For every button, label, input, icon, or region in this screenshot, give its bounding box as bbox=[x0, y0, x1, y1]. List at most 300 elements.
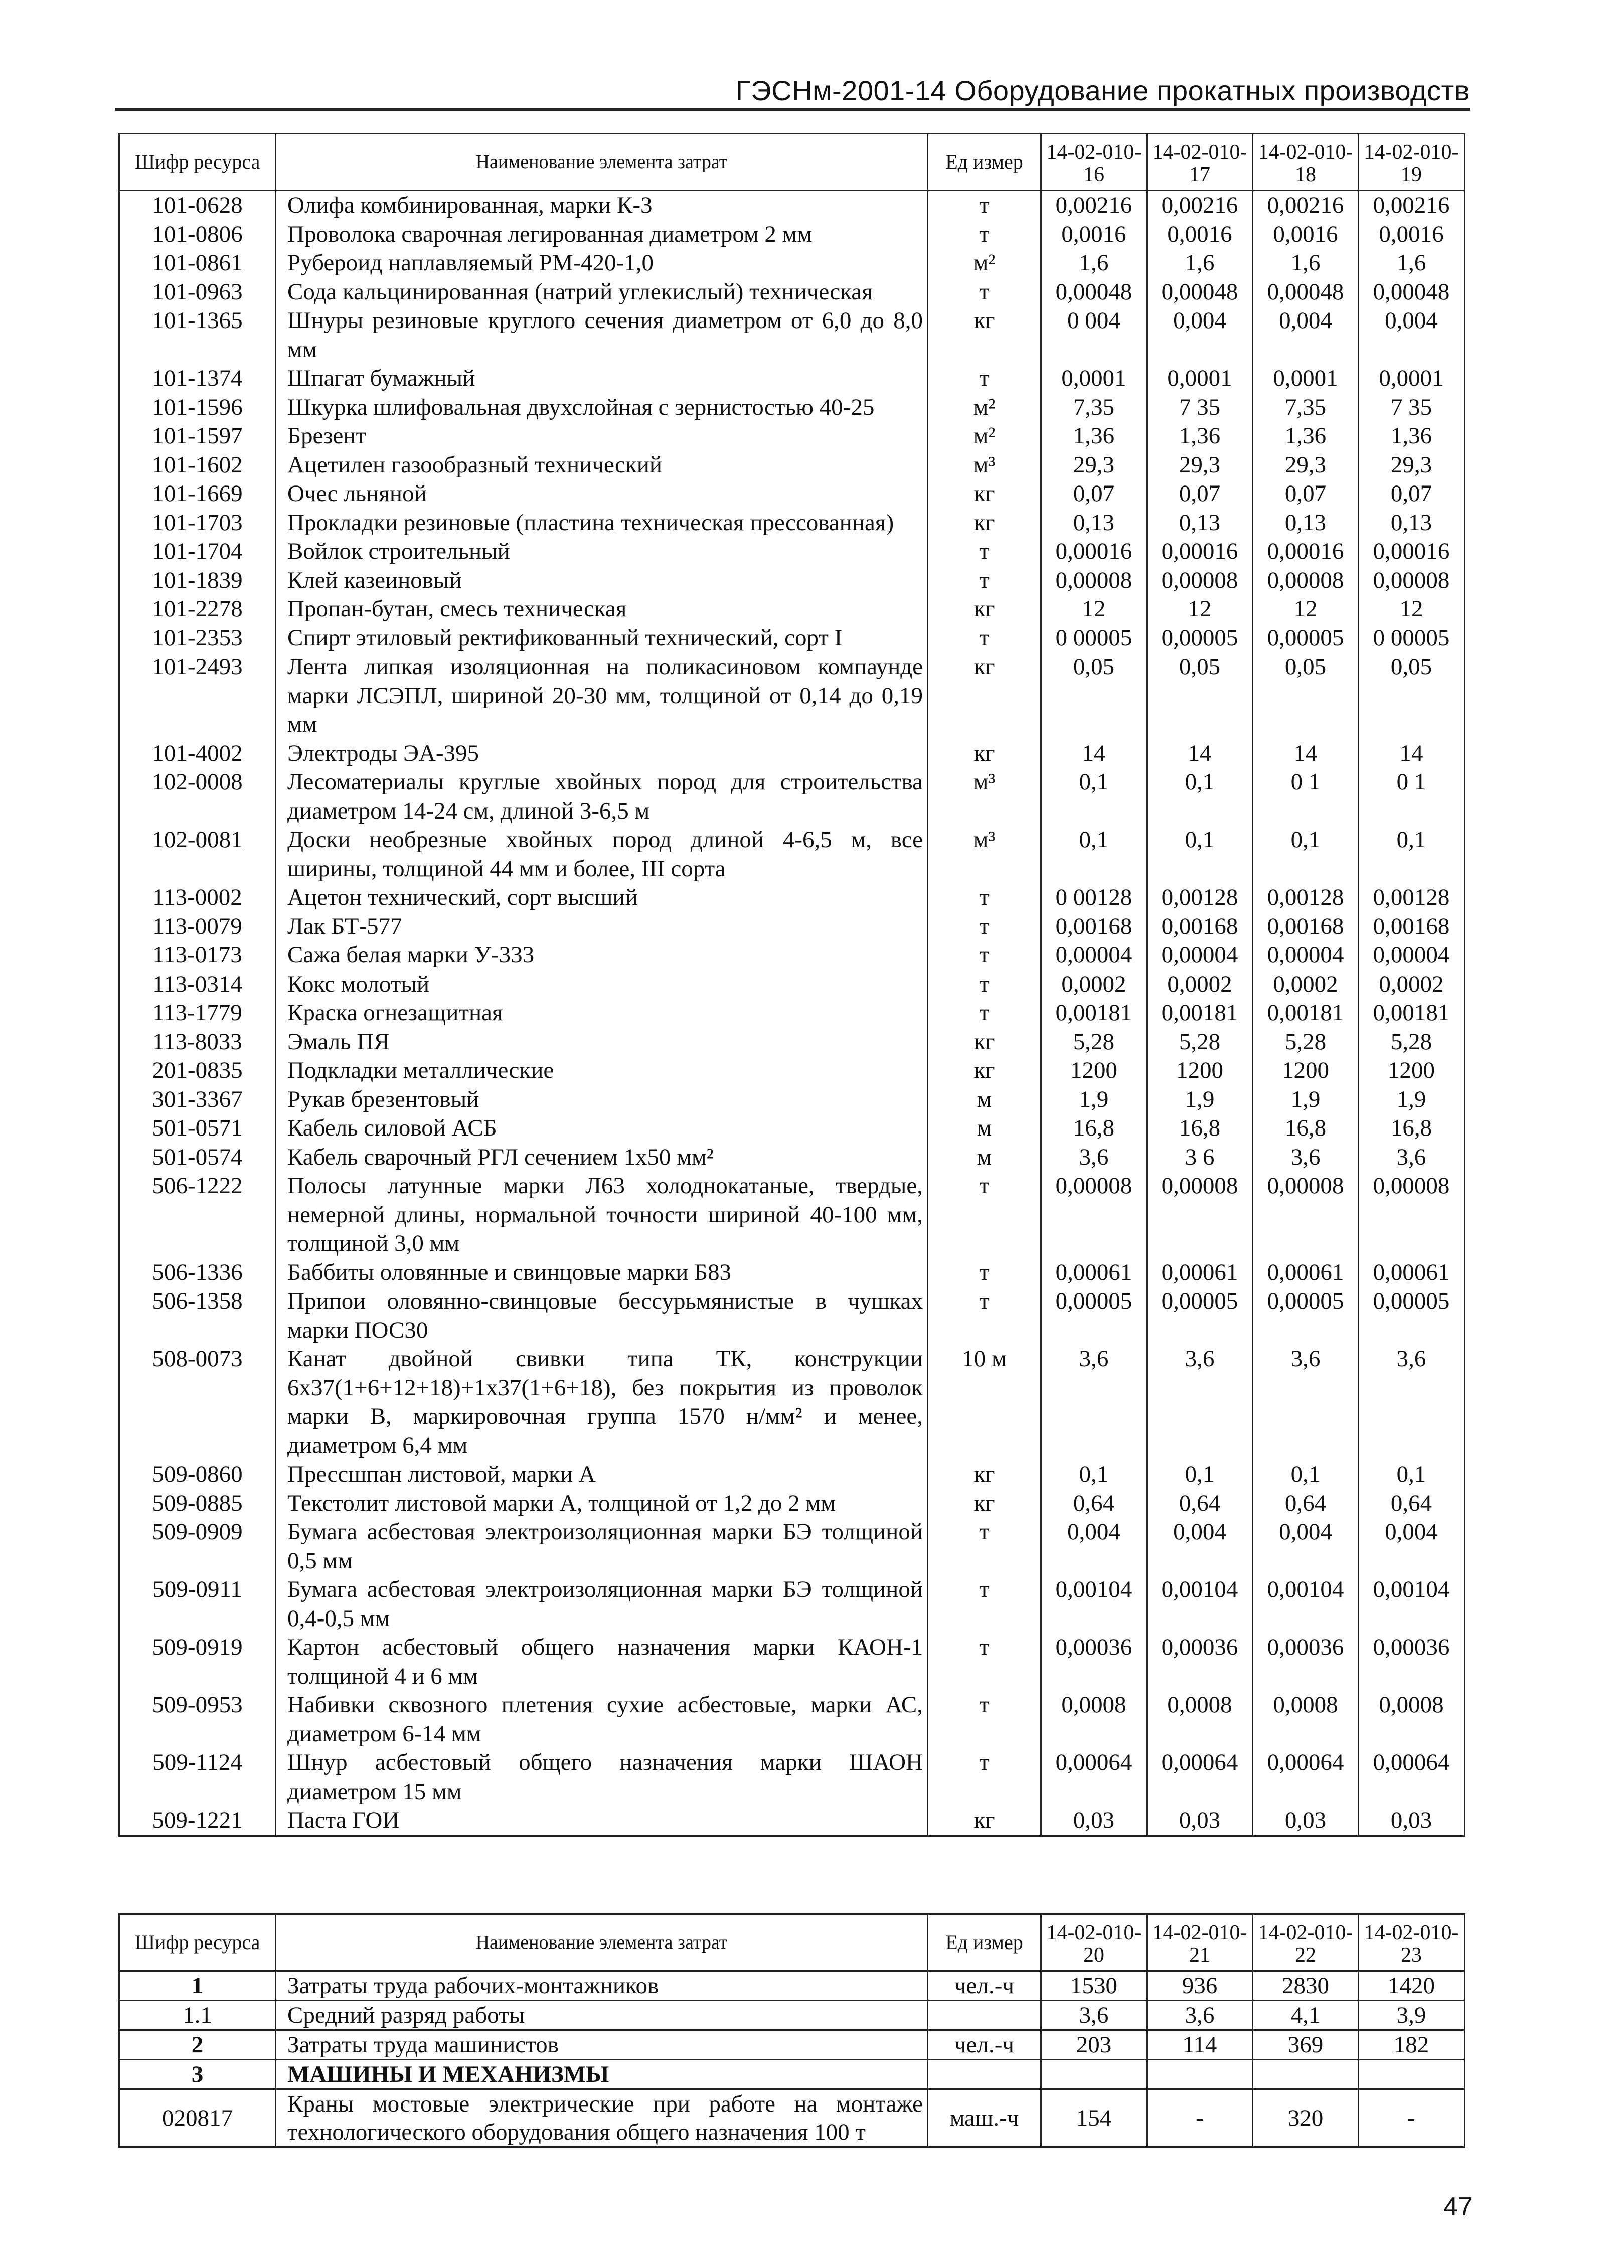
cell-value-2: 0,0008 bbox=[1147, 1691, 1253, 1748]
cell-value-1: 0,004 bbox=[1041, 1518, 1147, 1575]
cell-value-2 bbox=[1147, 2060, 1253, 2089]
cell-name: Шпагат бумажный bbox=[276, 364, 928, 393]
cell-cipher: 113-1779 bbox=[119, 999, 276, 1028]
table-row bbox=[119, 1633, 1465, 1691]
cell-value-4: 0,00036 bbox=[1359, 1633, 1465, 1691]
cell-value-4: 0,00005 bbox=[1359, 1287, 1465, 1345]
cell-cipher: 101-0861 bbox=[119, 249, 276, 278]
cell-value-1: 0,00008 bbox=[1041, 1172, 1147, 1258]
table-row bbox=[119, 595, 1465, 624]
column-header-code-2: 14-02-010-21 bbox=[1147, 1914, 1253, 1971]
cell-unit: кг bbox=[928, 306, 1041, 364]
cell-unit: кг bbox=[928, 1056, 1041, 1085]
cell-value-3: 0,004 bbox=[1253, 1518, 1359, 1575]
cell-name: Текстолит листовой марки А, толщиной от 1,2 до 2 мм bbox=[276, 1489, 928, 1518]
table-row bbox=[119, 1028, 1465, 1057]
cell-name: Кабель сварочный РГЛ сечением 1х50 мм² bbox=[276, 1143, 928, 1172]
table-row bbox=[119, 1460, 1465, 1489]
table-row bbox=[119, 1518, 1465, 1575]
cell-cipher: 101-0806 bbox=[119, 220, 276, 249]
table-row bbox=[119, 306, 1465, 364]
column-header-name: Наименование элемента затрат bbox=[276, 1914, 928, 1971]
cell-unit: чел.-ч bbox=[928, 2030, 1041, 2060]
cell-name: Клей казеиновый bbox=[276, 566, 928, 595]
table-row bbox=[119, 1345, 1465, 1460]
table-row bbox=[119, 1056, 1465, 1085]
cell-value-4: 3,9 bbox=[1359, 2001, 1465, 2030]
cell-unit: т bbox=[928, 1258, 1041, 1287]
materials-table bbox=[118, 133, 1465, 1837]
cell-name: МАШИНЫ И МЕХАНИЗМЫ bbox=[276, 2060, 928, 2089]
table-row bbox=[119, 970, 1465, 999]
cell-cipher: 506-1222 bbox=[119, 1172, 276, 1258]
cell-name: Паста ГОИ bbox=[276, 1806, 928, 1836]
table-row bbox=[119, 2030, 1465, 2060]
table-row bbox=[119, 2060, 1465, 2089]
cell-value-2: 7 35 bbox=[1147, 393, 1253, 422]
cell-value-2: 0,64 bbox=[1147, 1489, 1253, 1518]
cell-name: Электроды ЭА-395 bbox=[276, 739, 928, 768]
cell-value-1: 0,00181 bbox=[1041, 999, 1147, 1028]
cell-value-1: 0,0002 bbox=[1041, 970, 1147, 999]
cell-value-1: 0,00104 bbox=[1041, 1575, 1147, 1633]
cell-value-4: 29,3 bbox=[1359, 451, 1465, 480]
column-header-cipher: Шифр ресурса bbox=[119, 134, 276, 191]
cell-value-3: 0,00104 bbox=[1253, 1575, 1359, 1633]
cell-value-2: 0,00181 bbox=[1147, 999, 1253, 1028]
cell-value-1: 0,00061 bbox=[1041, 1258, 1147, 1287]
cell-name: Канат двойной свивки типа ТК, конструкции 6х37(1+6+12+18)+1х37(1+6+18), без покрытия из проволок марки В, маркировочная группа 1570 н/мм² и менее, диаметром 6,4 мм bbox=[276, 1345, 928, 1460]
cell-cipher: 020817 bbox=[119, 2089, 276, 2147]
cell-value-3: 0,0002 bbox=[1253, 970, 1359, 999]
cell-cipher: 509-0953 bbox=[119, 1691, 276, 1748]
cell-name: Очес льняной bbox=[276, 479, 928, 509]
cell-value-2: 0,00008 bbox=[1147, 566, 1253, 595]
cell-value-2: 0,00016 bbox=[1147, 537, 1253, 566]
cell-value-4: 0,13 bbox=[1359, 509, 1465, 538]
cell-cipher: 2 bbox=[119, 2030, 276, 2060]
cell-name: Проволока сварочная легированная диаметром 2 мм bbox=[276, 220, 928, 249]
cell-value-1: 1,6 bbox=[1041, 249, 1147, 278]
cell-unit: м³ bbox=[928, 826, 1041, 883]
cell-value-3: 0 1 bbox=[1253, 768, 1359, 826]
cell-value-2: 5,28 bbox=[1147, 1028, 1253, 1057]
table-row bbox=[119, 1114, 1465, 1143]
column-header-code-3: 14-02-010-18 bbox=[1253, 134, 1359, 191]
cell-value-2: - bbox=[1147, 2089, 1253, 2147]
cell-cipher: 101-1596 bbox=[119, 393, 276, 422]
table-row bbox=[119, 393, 1465, 422]
cell-cipher: 113-0002 bbox=[119, 883, 276, 912]
cell-unit: т bbox=[928, 191, 1041, 220]
cell-value-4: 12 bbox=[1359, 595, 1465, 624]
cell-value-2: 1,6 bbox=[1147, 249, 1253, 278]
cell-value-4: 0,0016 bbox=[1359, 220, 1465, 249]
cell-value-2: 0,00005 bbox=[1147, 1287, 1253, 1345]
cell-name: Шнур асбестовый общего назначения марки ШАОН диаметром 15 мм bbox=[276, 1748, 928, 1806]
table-row bbox=[119, 509, 1465, 538]
table-row bbox=[119, 1172, 1465, 1258]
cell-unit: м bbox=[928, 1114, 1041, 1143]
cell-value-1: 1530 bbox=[1041, 1971, 1147, 2001]
cell-value-3: 0,64 bbox=[1253, 1489, 1359, 1518]
cell-value-2: 0,004 bbox=[1147, 1518, 1253, 1575]
cell-cipher: 101-1374 bbox=[119, 364, 276, 393]
cell-value-3: 0,00036 bbox=[1253, 1633, 1359, 1691]
column-header-unit: Ед измер bbox=[928, 134, 1041, 191]
cell-name: Рукав брезентовый bbox=[276, 1085, 928, 1114]
cell-value-2: 1,36 bbox=[1147, 422, 1253, 451]
cell-unit: т bbox=[928, 1287, 1041, 1345]
cell-value-1: 0,00036 bbox=[1041, 1633, 1147, 1691]
table-row bbox=[119, 1489, 1465, 1518]
cell-cipher: 113-0173 bbox=[119, 941, 276, 970]
cell-value-2: 0,00036 bbox=[1147, 1633, 1253, 1691]
cell-value-2: 936 bbox=[1147, 1971, 1253, 2001]
cell-unit: кг bbox=[928, 509, 1041, 538]
table-row bbox=[119, 191, 1465, 220]
cell-value-3: 0,0008 bbox=[1253, 1691, 1359, 1748]
cell-value-4: 0,00008 bbox=[1359, 1172, 1465, 1258]
cell-value-2: 1200 bbox=[1147, 1056, 1253, 1085]
cell-unit: т bbox=[928, 220, 1041, 249]
cell-name: Олифа комбинированная, марки К-3 bbox=[276, 191, 928, 220]
cell-value-3: 1,6 bbox=[1253, 249, 1359, 278]
cell-unit: т bbox=[928, 364, 1041, 393]
cell-unit: т bbox=[928, 537, 1041, 566]
cell-value-4: 0,00008 bbox=[1359, 566, 1465, 595]
cell-unit: м² bbox=[928, 249, 1041, 278]
table-row bbox=[119, 1287, 1465, 1345]
cell-name: Набивки сквозного плетения сухие асбестовые, марки АС, диаметром 6-14 мм bbox=[276, 1691, 928, 1748]
table-row bbox=[119, 826, 1465, 883]
cell-cipher: 509-0911 bbox=[119, 1575, 276, 1633]
cell-value-3: 0,00048 bbox=[1253, 278, 1359, 307]
cell-value-1: 1200 bbox=[1041, 1056, 1147, 1085]
cell-unit bbox=[928, 2001, 1041, 2030]
cell-value-3: 0,00004 bbox=[1253, 941, 1359, 970]
cell-value-2: 0,1 bbox=[1147, 1460, 1253, 1489]
cell-value-3: 0,00216 bbox=[1253, 191, 1359, 220]
cell-cipher: 101-1602 bbox=[119, 451, 276, 480]
cell-value-2: 0,00061 bbox=[1147, 1258, 1253, 1287]
cell-cipher: 101-0963 bbox=[119, 278, 276, 307]
table-row bbox=[119, 1575, 1465, 1633]
cell-value-2: 12 bbox=[1147, 595, 1253, 624]
cell-value-2: 0,00004 bbox=[1147, 941, 1253, 970]
cell-unit: т bbox=[928, 970, 1041, 999]
cell-value-1: 0,03 bbox=[1041, 1806, 1147, 1836]
cell-value-1: 0,0001 bbox=[1041, 364, 1147, 393]
column-header-unit: Ед измер bbox=[928, 1914, 1041, 1971]
cell-name: Подкладки металлические bbox=[276, 1056, 928, 1085]
cell-value-3: 5,28 bbox=[1253, 1028, 1359, 1057]
cell-name: Кокс молотый bbox=[276, 970, 928, 999]
cell-value-3: 1,9 bbox=[1253, 1085, 1359, 1114]
cell-cipher: 3 bbox=[119, 2060, 276, 2089]
cell-value-3: 12 bbox=[1253, 595, 1359, 624]
cell-value-3: 0,00128 bbox=[1253, 883, 1359, 912]
cell-name: Средний разряд работы bbox=[276, 2001, 928, 2030]
cell-value-4: 1200 bbox=[1359, 1056, 1465, 1085]
cell-value-4: 0,1 bbox=[1359, 1460, 1465, 1489]
cell-cipher: 509-0885 bbox=[119, 1489, 276, 1518]
cell-value-2: 0,05 bbox=[1147, 653, 1253, 739]
cell-value-3: 0,00181 bbox=[1253, 999, 1359, 1028]
cell-value-2: 0,00005 bbox=[1147, 624, 1253, 653]
cell-value-2: 0,03 bbox=[1147, 1806, 1253, 1836]
cell-cipher: 509-0919 bbox=[119, 1633, 276, 1691]
cell-value-1 bbox=[1041, 2060, 1147, 2089]
cell-value-4: 0,00064 bbox=[1359, 1748, 1465, 1806]
table-header-row bbox=[119, 1914, 1465, 1971]
cell-cipher: 506-1358 bbox=[119, 1287, 276, 1345]
cell-value-1: 0,00216 bbox=[1041, 191, 1147, 220]
cell-value-2: 0,00064 bbox=[1147, 1748, 1253, 1806]
cell-value-4: 1,9 bbox=[1359, 1085, 1465, 1114]
cell-value-4: 0,00048 bbox=[1359, 278, 1465, 307]
cell-value-3: 320 bbox=[1253, 2089, 1359, 2147]
cell-name: Шнуры резиновые круглого сечения диаметром от 6,0 до 8,0 мм bbox=[276, 306, 928, 364]
cell-value-1: 0,00016 bbox=[1041, 537, 1147, 566]
cell-value-1: 0,13 bbox=[1041, 509, 1147, 538]
cell-unit: чел.-ч bbox=[928, 1971, 1041, 2001]
table-row bbox=[119, 941, 1465, 970]
cell-cipher: 102-0008 bbox=[119, 768, 276, 826]
column-header-code-4: 14-02-010-19 bbox=[1359, 134, 1465, 191]
table-row bbox=[119, 2089, 1465, 2147]
cell-cipher: 101-2278 bbox=[119, 595, 276, 624]
table-row bbox=[119, 451, 1465, 480]
table-row bbox=[119, 1748, 1465, 1806]
cell-value-3: 0,00008 bbox=[1253, 566, 1359, 595]
table-row bbox=[119, 249, 1465, 278]
cell-value-4: 0,00104 bbox=[1359, 1575, 1465, 1633]
cell-cipher: 101-1669 bbox=[119, 479, 276, 509]
cell-name: Затраты труда рабочих-монтажников bbox=[276, 1971, 928, 2001]
cell-value-4: 0,64 bbox=[1359, 1489, 1465, 1518]
cell-value-1: 0,64 bbox=[1041, 1489, 1147, 1518]
table-row bbox=[119, 1691, 1465, 1748]
cell-cipher: 509-1221 bbox=[119, 1806, 276, 1836]
cell-name: Лесоматериалы круглые хвойных пород для строительства диаметром 14-24 см, длиной 3-6,5 м bbox=[276, 768, 928, 826]
cell-value-3: 0,0001 bbox=[1253, 364, 1359, 393]
cell-cipher: 113-8033 bbox=[119, 1028, 276, 1057]
cell-unit: кг bbox=[928, 1806, 1041, 1836]
cell-cipher: 301-3367 bbox=[119, 1085, 276, 1114]
cell-value-2: 0,00128 bbox=[1147, 883, 1253, 912]
cell-unit: м bbox=[928, 1085, 1041, 1114]
table-row bbox=[119, 653, 1465, 739]
cell-value-3: 0,03 bbox=[1253, 1806, 1359, 1836]
cell-value-1: 3,6 bbox=[1041, 1345, 1147, 1460]
cell-value-1: 0,00005 bbox=[1041, 1287, 1147, 1345]
cell-cipher: 201-0835 bbox=[119, 1056, 276, 1085]
cell-name: Спирт этиловый ректификованный технический, сорт I bbox=[276, 624, 928, 653]
cell-value-2: 0,1 bbox=[1147, 768, 1253, 826]
cell-value-4: 1420 bbox=[1359, 1971, 1465, 2001]
cell-value-3: 0,00064 bbox=[1253, 1748, 1359, 1806]
column-header-code-4: 14-02-010-23 bbox=[1359, 1914, 1465, 1971]
cell-name: Бумага асбестовая электроизоляционная марки БЭ толщиной 0,5 мм bbox=[276, 1518, 928, 1575]
cell-value-2: 0,00216 bbox=[1147, 191, 1253, 220]
cell-value-2: 0,004 bbox=[1147, 306, 1253, 364]
cell-unit: т bbox=[928, 1748, 1041, 1806]
cell-unit: т bbox=[928, 624, 1041, 653]
cell-name: Доски необрезные хвойных пород длиной 4-6,5 м, все ширины, толщиной 44 мм и более, III сорта bbox=[276, 826, 928, 883]
cell-value-4: 0,03 bbox=[1359, 1806, 1465, 1836]
cell-value-3: 2830 bbox=[1253, 1971, 1359, 2001]
table-row bbox=[119, 537, 1465, 566]
cell-value-1: 3,6 bbox=[1041, 2001, 1147, 2030]
table-row bbox=[119, 883, 1465, 912]
table-row bbox=[119, 624, 1465, 653]
cell-cipher: 509-0909 bbox=[119, 1518, 276, 1575]
cell-unit: кг bbox=[928, 479, 1041, 509]
column-header-name: Наименование элемента затрат bbox=[276, 134, 928, 191]
cell-unit: т bbox=[928, 883, 1041, 912]
cell-cipher: 506-1336 bbox=[119, 1258, 276, 1287]
cell-value-2: 0,1 bbox=[1147, 826, 1253, 883]
cell-value-1: 0,1 bbox=[1041, 768, 1147, 826]
cell-value-1: 0 004 bbox=[1041, 306, 1147, 364]
cell-value-3: 369 bbox=[1253, 2030, 1359, 2060]
column-header-code-3: 14-02-010-22 bbox=[1253, 1914, 1359, 1971]
cell-value-2: 114 bbox=[1147, 2030, 1253, 2060]
cell-value-3: 7,35 bbox=[1253, 393, 1359, 422]
cell-unit: кг bbox=[928, 1489, 1041, 1518]
page-number: 47 bbox=[1443, 2192, 1473, 2221]
cell-unit: кг bbox=[928, 1460, 1041, 1489]
cell-unit: т bbox=[928, 941, 1041, 970]
column-header-code-1: 14-02-010-16 bbox=[1041, 134, 1147, 191]
table-row bbox=[119, 479, 1465, 509]
cell-value-4: 7 35 bbox=[1359, 393, 1465, 422]
cell-value-2: 1,9 bbox=[1147, 1085, 1253, 1114]
cell-value-1: 203 bbox=[1041, 2030, 1147, 2060]
table-row bbox=[119, 1085, 1465, 1114]
cell-value-4: 1,6 bbox=[1359, 249, 1465, 278]
cell-value-3: 29,3 bbox=[1253, 451, 1359, 480]
cell-name: Сода кальцинированная (натрий углекислый) техническая bbox=[276, 278, 928, 307]
table-row bbox=[119, 278, 1465, 307]
cell-value-2: 0,00008 bbox=[1147, 1172, 1253, 1258]
cell-value-4: 182 bbox=[1359, 2030, 1465, 2060]
cell-value-4: 3,6 bbox=[1359, 1345, 1465, 1460]
table-row bbox=[119, 364, 1465, 393]
cell-name: Эмаль ПЯ bbox=[276, 1028, 928, 1057]
cell-value-4: 0,05 bbox=[1359, 653, 1465, 739]
cell-value-3: 0,00168 bbox=[1253, 912, 1359, 941]
cell-cipher: 113-0079 bbox=[119, 912, 276, 941]
cell-value-3: 0,00008 bbox=[1253, 1172, 1359, 1258]
cell-value-4: - bbox=[1359, 2089, 1465, 2147]
cell-value-1: 0,1 bbox=[1041, 1460, 1147, 1489]
cell-unit: т bbox=[928, 566, 1041, 595]
table-header-row bbox=[119, 134, 1465, 191]
cell-value-1: 0,00008 bbox=[1041, 566, 1147, 595]
cell-value-1: 0,05 bbox=[1041, 653, 1147, 739]
cell-value-4: 0,00061 bbox=[1359, 1258, 1465, 1287]
cell-value-4: 0,0002 bbox=[1359, 970, 1465, 999]
cell-value-3: 4,1 bbox=[1253, 2001, 1359, 2030]
cell-cipher: 101-2493 bbox=[119, 653, 276, 739]
cell-unit: кг bbox=[928, 739, 1041, 768]
cell-value-1: 29,3 bbox=[1041, 451, 1147, 480]
cell-name: Рубероид наплавляемый РМ-420-1,0 bbox=[276, 249, 928, 278]
cell-value-2: 0,0016 bbox=[1147, 220, 1253, 249]
cell-name: Лак БТ-577 bbox=[276, 912, 928, 941]
cell-value-3 bbox=[1253, 2060, 1359, 2089]
cell-value-4: 0,00216 bbox=[1359, 191, 1465, 220]
cell-value-3: 0,07 bbox=[1253, 479, 1359, 509]
cell-value-2: 0,00168 bbox=[1147, 912, 1253, 941]
cell-value-4: 1,36 bbox=[1359, 422, 1465, 451]
cell-name: Ацетон технический, сорт высший bbox=[276, 883, 928, 912]
cell-value-1: 0,0008 bbox=[1041, 1691, 1147, 1748]
cell-value-3: 0,00061 bbox=[1253, 1258, 1359, 1287]
cell-cipher: 508-0073 bbox=[119, 1345, 276, 1460]
table-row bbox=[119, 1143, 1465, 1172]
cell-value-1: 14 bbox=[1041, 739, 1147, 768]
column-header-cipher: Шифр ресурса bbox=[119, 1914, 276, 1971]
cell-cipher: 501-0574 bbox=[119, 1143, 276, 1172]
cell-unit: кг bbox=[928, 653, 1041, 739]
cell-value-3: 0,00005 bbox=[1253, 624, 1359, 653]
cell-cipher: 113-0314 bbox=[119, 970, 276, 999]
cell-unit: т bbox=[928, 1633, 1041, 1691]
cell-cipher: 509-0860 bbox=[119, 1460, 276, 1489]
cell-cipher: 1.1 bbox=[119, 2001, 276, 2030]
cell-value-4: 0,0001 bbox=[1359, 364, 1465, 393]
cell-unit: кг bbox=[928, 1028, 1041, 1057]
cell-value-2: 29,3 bbox=[1147, 451, 1253, 480]
cell-value-4: 0,0008 bbox=[1359, 1691, 1465, 1748]
labor-machines-table-body bbox=[119, 1971, 1465, 2147]
cell-value-4: 0,00004 bbox=[1359, 941, 1465, 970]
cell-name: Прокладки резиновые (пластина техническая прессованная) bbox=[276, 509, 928, 538]
cell-unit: м³ bbox=[928, 451, 1041, 480]
cell-cipher: 101-1704 bbox=[119, 537, 276, 566]
cell-value-4: 0,00016 bbox=[1359, 537, 1465, 566]
table-row bbox=[119, 1258, 1465, 1287]
cell-value-4: 16,8 bbox=[1359, 1114, 1465, 1143]
cell-value-4: 0,1 bbox=[1359, 826, 1465, 883]
cell-name: Шкурка шлифовальная двухслойная с зернистостью 40-25 bbox=[276, 393, 928, 422]
cell-value-1: 3,6 bbox=[1041, 1143, 1147, 1172]
cell-value-4: 14 bbox=[1359, 739, 1465, 768]
cell-unit: т bbox=[928, 912, 1041, 941]
cell-unit: м² bbox=[928, 393, 1041, 422]
cell-value-1: 154 bbox=[1041, 2089, 1147, 2147]
cell-name: Затраты труда машинистов bbox=[276, 2030, 928, 2060]
cell-name: Брезент bbox=[276, 422, 928, 451]
cell-unit: т bbox=[928, 1518, 1041, 1575]
labor-machines-table bbox=[118, 1913, 1465, 2148]
table-row bbox=[119, 220, 1465, 249]
cell-value-2: 14 bbox=[1147, 739, 1253, 768]
cell-value-3: 0,1 bbox=[1253, 1460, 1359, 1489]
cell-value-3: 14 bbox=[1253, 739, 1359, 768]
cell-value-1: 0,07 bbox=[1041, 479, 1147, 509]
cell-name: Картон асбестовый общего назначения марки КАОН-1 толщиной 4 и 6 мм bbox=[276, 1633, 928, 1691]
cell-value-3: 3,6 bbox=[1253, 1143, 1359, 1172]
cell-name: Краска огнезащитная bbox=[276, 999, 928, 1028]
cell-unit: кг bbox=[928, 595, 1041, 624]
cell-name: Припои оловянно-свинцовые бессурьмянистые в чушках марки ПОС30 bbox=[276, 1287, 928, 1345]
page-title: ГЭСНм-2001-14 Оборудование прокатных производств bbox=[735, 75, 1470, 106]
cell-value-4 bbox=[1359, 2060, 1465, 2089]
